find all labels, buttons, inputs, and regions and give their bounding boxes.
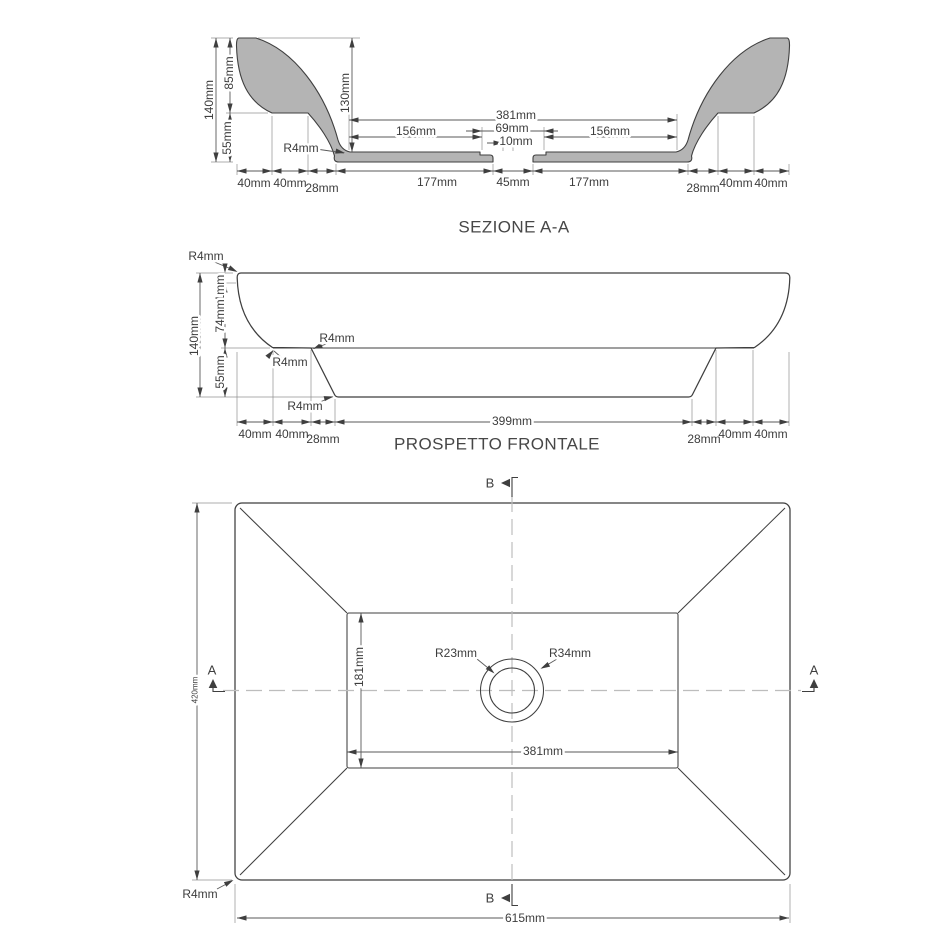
marker-a-left-letter: A [207,662,217,678]
dim-overall-width: 615mm [504,911,546,925]
dim-curve-height: 74mm [213,299,227,333]
marker-b-top-arrow [501,479,510,487]
section-right-wall-cut [533,38,790,162]
dim-shelf-left: 156mm [395,124,437,138]
label-r4-top: R4mm [188,249,224,263]
dim-lower-height: 55mm [220,121,234,155]
section-marker-a-right [802,663,819,692]
dim-chain-left-28-front: 28mm [306,432,340,446]
label-drain-rim-radius: R34mm [548,646,592,660]
dim-inner-width: 381mm [495,108,537,122]
marker-a-left-arrow [209,679,218,688]
label-corner-radius-plan: R4mm [182,887,218,901]
marker-b-bottom-arrow [501,894,510,902]
dim-chain-right-40a-front: 40mm [718,427,752,441]
dim-floor-left: 177mm [416,175,458,189]
dim-total-height-front: 140mm [187,315,201,357]
plan-view [182,476,818,926]
dim-chain-left-40b: 40mm [273,176,307,190]
front-dimension-arrows [197,264,789,425]
section-aa-view [202,38,790,237]
dim-chain-right-40a: 40mm [719,176,753,190]
dim-rim-band: 11mm [213,274,227,308]
front-title: PROSPETTO FRONTALE [394,434,600,454]
marker-b-top-tail [512,478,518,498]
front-dimension-lines [200,261,789,422]
dim-overall-depth: 420mm [190,676,200,704]
dim-drain-gap: 45mm [496,175,530,189]
section-marker-b-top [486,476,518,498]
label-drain-hole-radius: R23mm [434,646,478,660]
section-marker-a-left [208,663,225,692]
plan-extension-lines [192,503,790,923]
dim-shelf-right: 156mm [589,124,631,138]
dim-chain-left-28: 28mm [305,181,339,195]
dim-inner-depth: 130mm [338,72,352,114]
dim-chain-left-40a: 40mm [237,176,271,190]
dim-chain-right-40b: 40mm [754,176,788,190]
section-marker-b-bottom [486,884,518,906]
dim-drain-step: 10mm [499,134,533,148]
marker-b-top-letter: B [485,475,495,491]
dim-total-height: 140mm [202,79,216,121]
dim-chain-left-40a-front: 40mm [238,427,272,441]
marker-b-bottom-tail [512,884,518,906]
dim-base-width: 399mm [491,414,533,428]
dim-chain-right-28: 28mm [686,181,720,195]
label-r4-base-bottom: R4mm [287,399,323,413]
plan-dimension-lines [197,503,789,918]
dim-drain-recess: 69mm [495,121,529,135]
plan-dimension-arrows [194,503,789,921]
dim-chain-left-40b-front: 40mm [275,427,309,441]
marker-b-bottom-letter: B [485,890,495,906]
section-title: SEZIONE A-A [458,217,570,237]
dim-basin-width: 381mm [522,744,564,758]
section-left-wall-cut [236,38,493,162]
dim-base-height: 55mm [213,355,227,389]
marker-a-right-letter: A [809,662,819,678]
dim-chain-right-28-front: 28mm [687,432,721,446]
marker-a-left-tail [213,688,225,692]
plan-dimension-labels [182,646,591,925]
dim-basin-depth: 181mm [352,646,366,688]
front-view [187,249,790,454]
plan-centerlines [223,496,801,884]
label-fillet-radius: R4mm [283,141,319,155]
marker-a-right-tail [802,688,814,692]
dim-upper-height: 85mm [222,56,236,90]
dim-floor-right: 177mm [568,175,610,189]
front-extension-lines [196,273,789,426]
label-r4-ledge: R4mm [272,355,308,369]
marker-a-right-arrow [810,679,819,688]
label-r4-base-top: R4mm [319,331,355,345]
dim-chain-right-40b-front: 40mm [754,427,788,441]
